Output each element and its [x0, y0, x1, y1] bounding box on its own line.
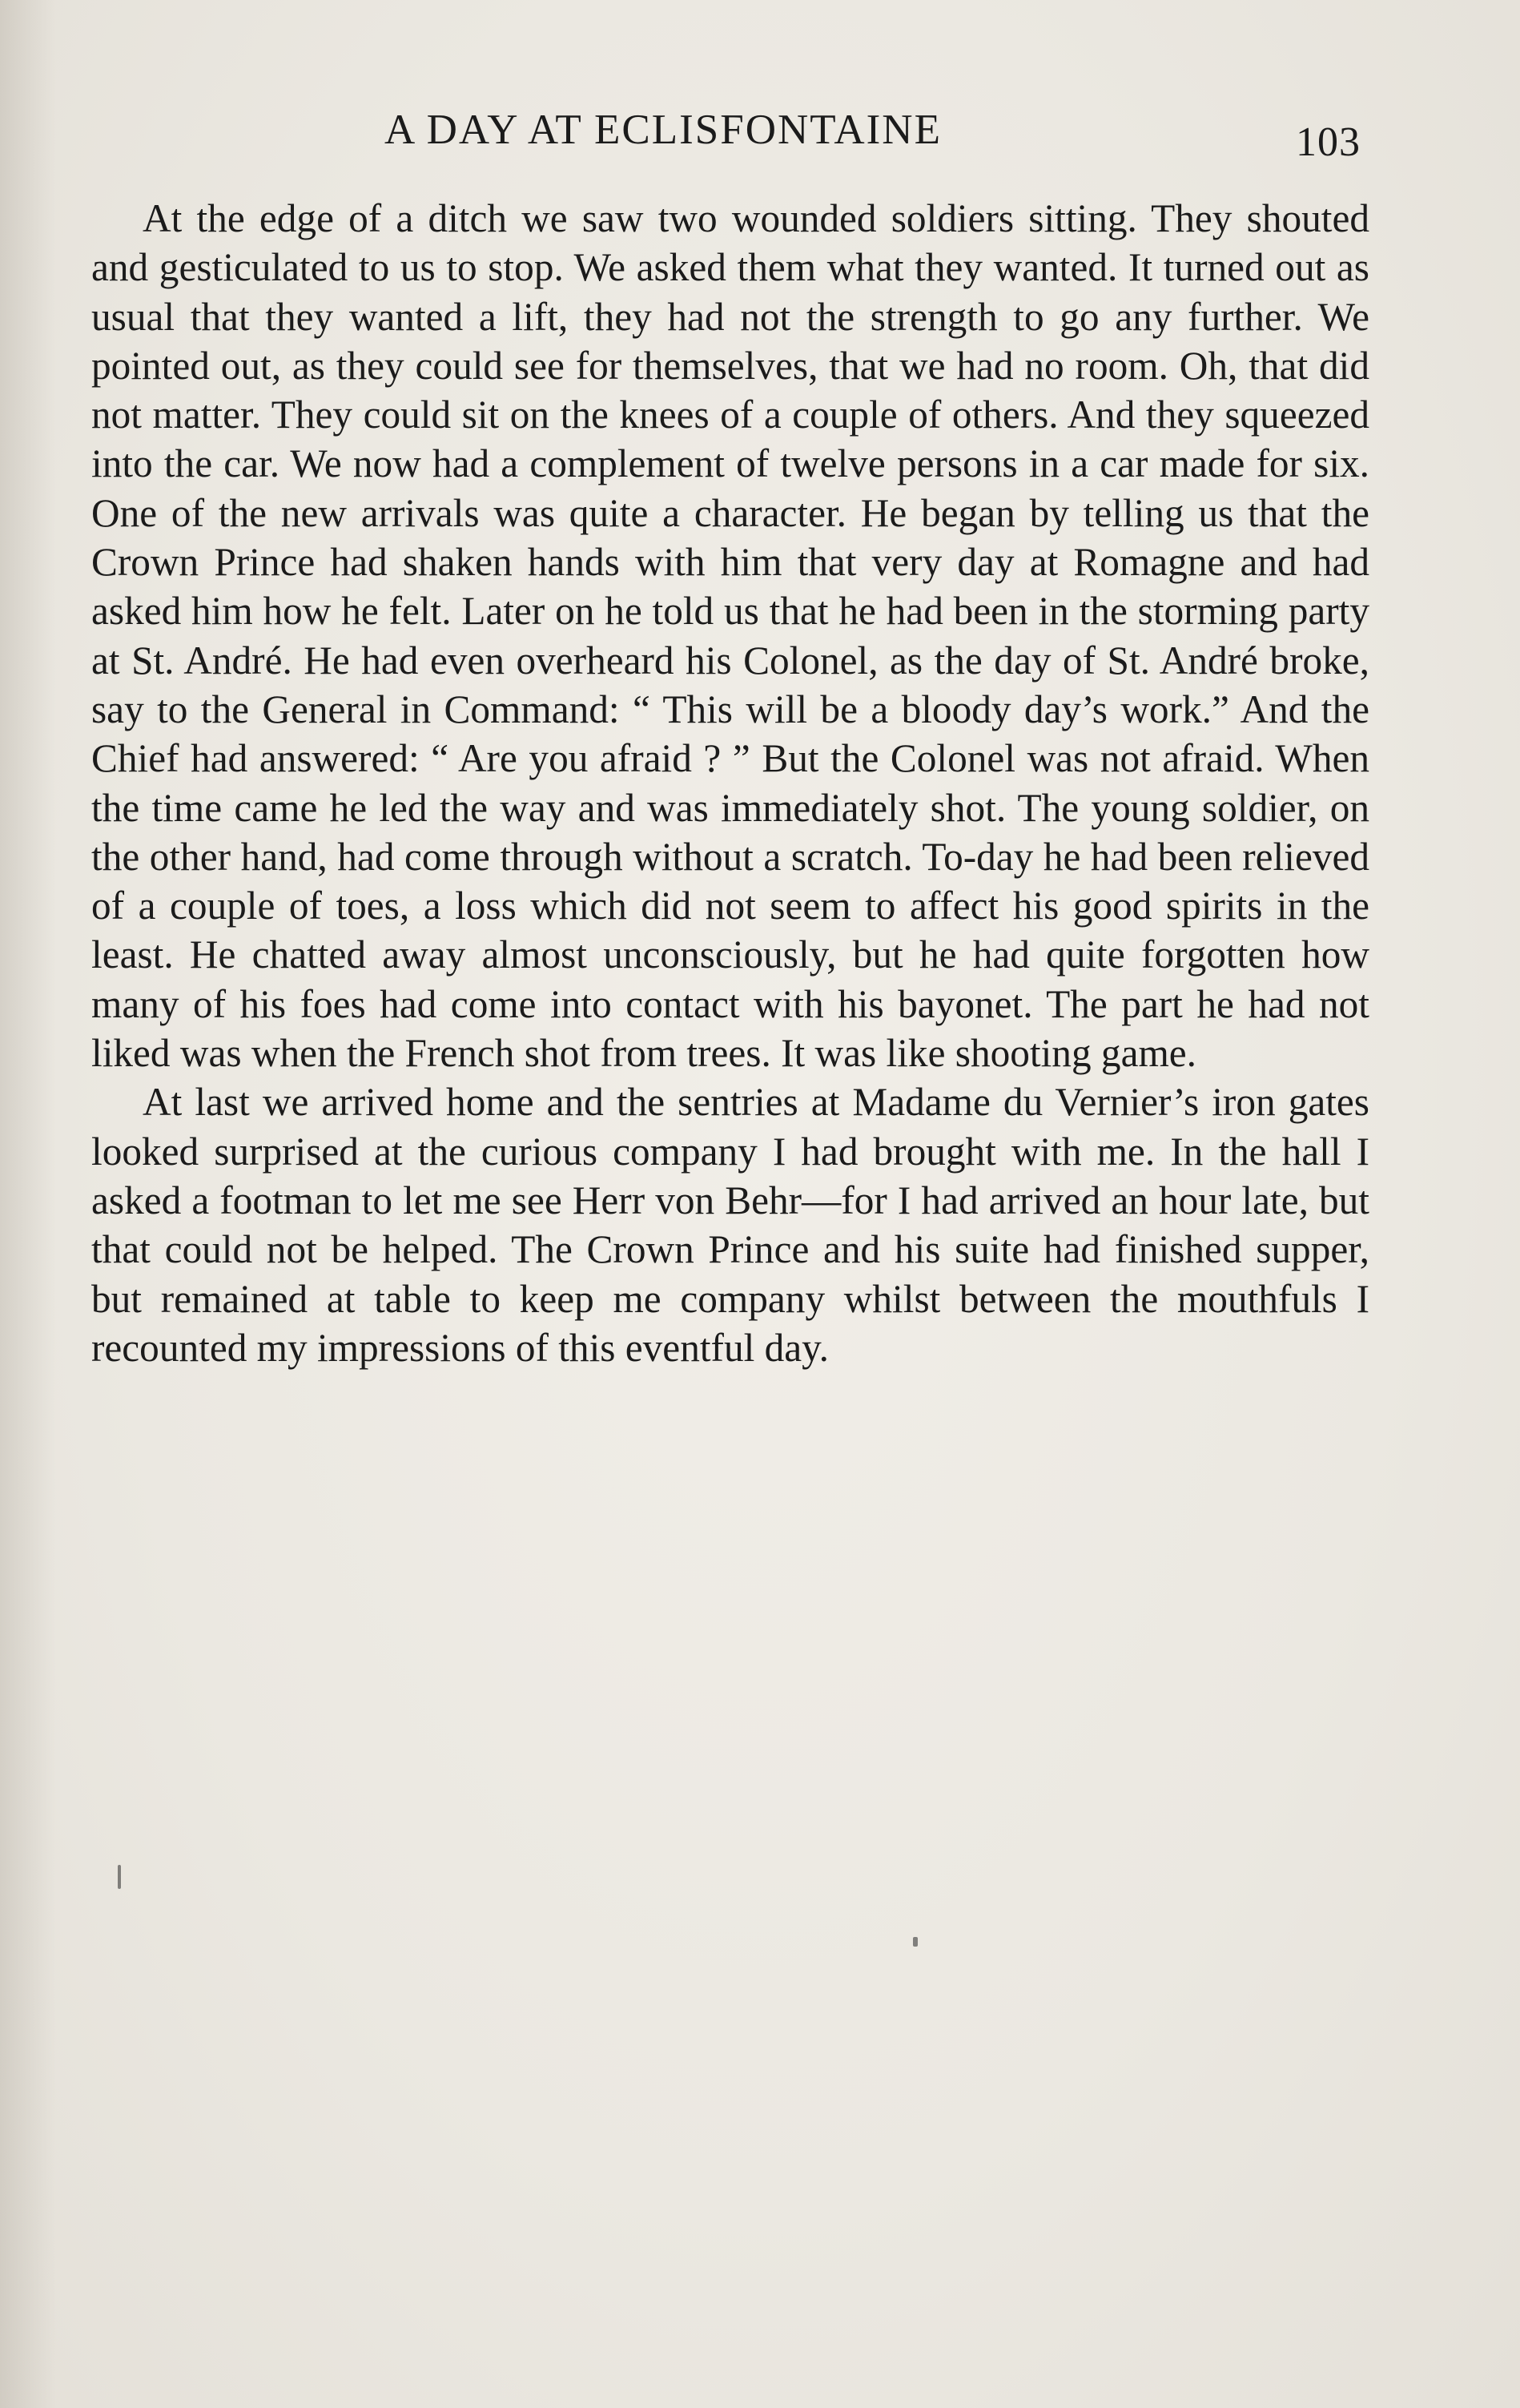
page-number: 103 [1296, 119, 1361, 165]
running-title: A DAY AT ECLISFONTAINE [384, 107, 942, 153]
running-head [0, 106, 1520, 165]
body-text [91, 194, 1369, 1372]
paragraph-2: At last we arrived home and the sentries at Madame du Vernier’s iron gates looked surprised at the curious company I had brought with me. In the hall I asked a footman to let me see Herr von Behr—for I had arrived an hour late, but that could not be helped. The Crown Prince and his suite had finished supper, but remained at table to keep me company whilst between the mouthfuls I recounted my impressions of this eventful day. [91, 1080, 1369, 1370]
show-through-from-reverse [184, 1714, 1385, 2323]
stray-ink-dot [913, 1937, 918, 1947]
gutter-shadow [0, 0, 56, 2408]
stray-pencil-mark [118, 1865, 121, 1889]
paragraph-1: At the edge of a ditch we saw two wounded soldiers sitting. They shouted and gesticulated to us to stop. We asked them what they wanted. It turned out as usual that they wanted a lift, they had not the strength to go any further. We pointed out, as they could see for themselves, that we had no room. Oh, that did not matter. They could sit on the knees of a couple of others. And they squeezed into the car. We now had a complement of twelve persons in a car made for six. One of the new arrivals was quite a character. He began by telling us that the Crown Prince had shaken hands with him that very day at Romagne and had asked him how he felt. Later on he told us that he had been in the storming party at St. André. He had even overheard his Colonel, as the day of St. André broke, say to the General in Command: “ This will be a bloody day’s work.” And the Chief had answered: “ Are you afraid ? ” But the Colonel was not afraid. When the time came he led the way and was immediately shot. The young soldier, on the other hand, had come through without a scratch. To-day he had been relieved of a couple of toes, a loss which did not seem to affect his good spirits in the least. He chatted away almost unconsciously, but he had quite forgotten how many of his foes had come into contact with his bayonet. The part he had not liked was when the French shot from trees. It was like shooting game. [91, 196, 1369, 1076]
